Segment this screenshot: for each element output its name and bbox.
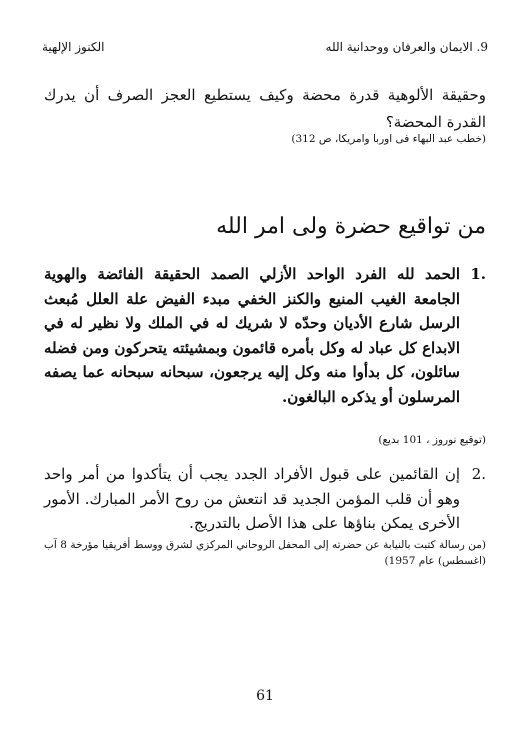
intro-paragraph: وحقيقة الألوهية قدرة محضة وكيف يستطيع العجز الصرف أن يدرك القدرة المحضة؟ (44, 86, 486, 131)
list-item-text: إن القائمين على قبول الأفراد الجدد يجب أن يتأكدوا من أمر واحد وهو أن قلب المؤمن الجديد قد انتعش من روح الأمر المبارك. الأمور الأخرى يمكن بناؤها على هذا الأصل بالتدريج. (44, 465, 460, 532)
item-2-source-citation: (من رسالة كتبت بالنيابة عن حضرته إلى المحفل الروحاني المركزي لشرق ووسط أفريقيا مؤرخة 8 آب (اغسطس) عام 1957) (44, 539, 486, 567)
running-header (42, 40, 488, 54)
list-item-number: 1. (470, 265, 486, 283)
list-item (44, 262, 486, 409)
list-item (44, 462, 486, 536)
list-item-number: 2. (471, 465, 486, 483)
item-1-source-citation: (توقيع نوروز ، 101 بديع) (378, 434, 486, 446)
page-number: 61 (256, 688, 274, 704)
header-book-title: الكنوز الإلهية (42, 40, 105, 54)
list-item-text: الحمد لله الفرد الواحد الأزلي الصمد الحقيقة الفائضة والهوية الجامعة الغيب المنيع والكنز الخفي مبدء الفيض علة العلل مُبعث الرسل شارع الأديان وحدّه لا شريك له في الملك ولا نظير له في الابداع كل عباد له وكل بأمره قائمون وبمشيئته يتحركون ومن فضله سائلون، كل بدأوا منه وكل إليه يرجعون، سبحانه سبحانه عما يصفه المرسلون أو يذكره البالغون. (44, 265, 460, 406)
section-heading: من تواقيع حضرة ولى امر الله (216, 214, 486, 239)
intro-source-citation: (خطب عبد البهاء فى اوربا وامريكا، ص 312) (291, 133, 486, 145)
header-chapter-title: 9. الايمان والعرفان ووحدانية الله (325, 40, 488, 54)
